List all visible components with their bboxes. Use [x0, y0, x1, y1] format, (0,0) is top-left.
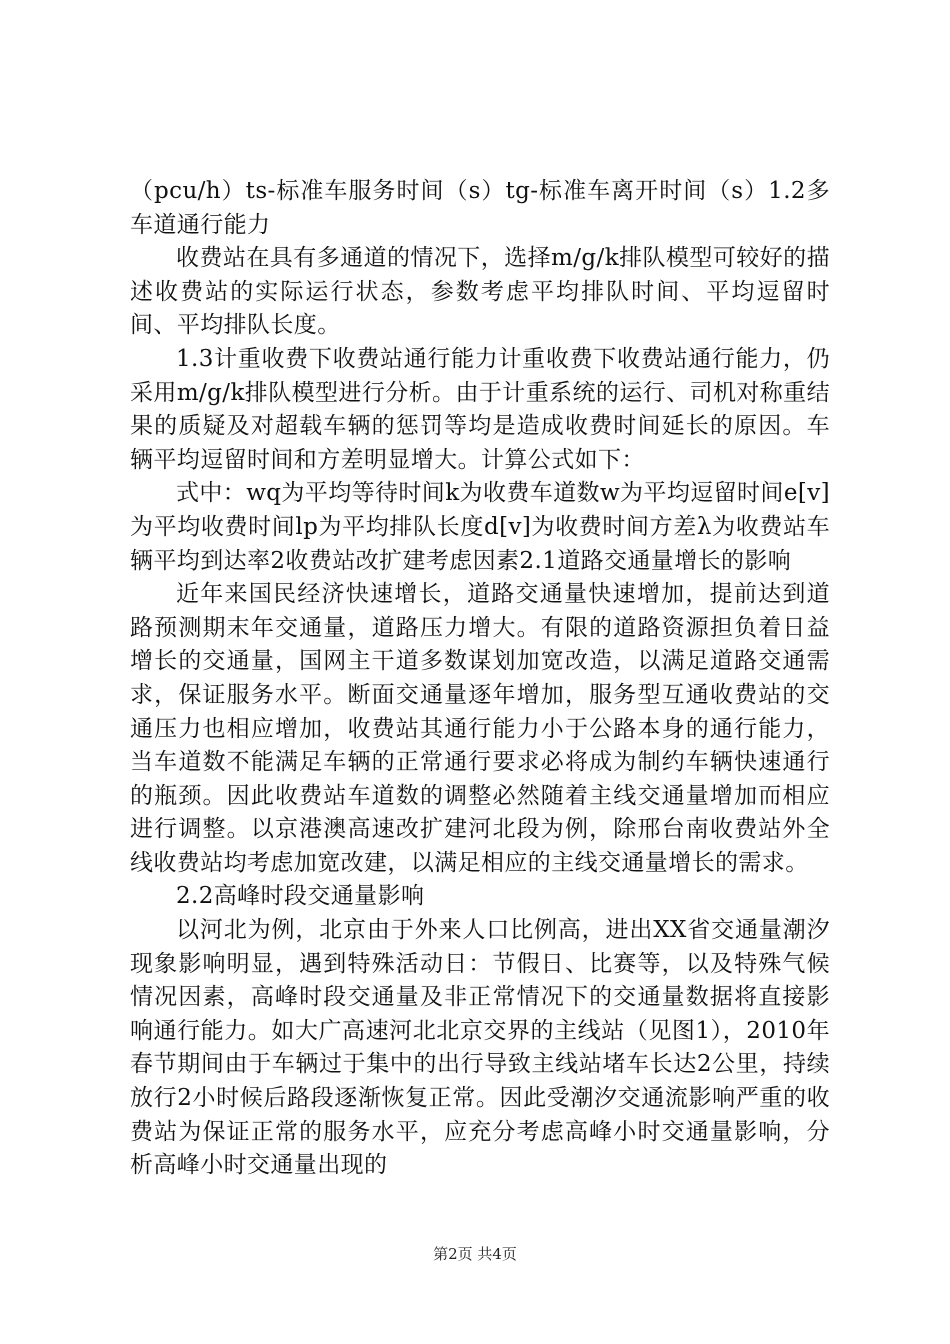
paragraph-multilane-capacity: 收费站在具有多通道的情况下，选择m/g/k排队模型可较好的描述收费站的实际运行状态，参数考虑平均排队时间、平均逗留时间、平均排队长度。 — [130, 245, 830, 339]
paragraph-formula-units: （pcu/h）ts-标准车服务时间（s）tg-标准车离开时间（s）1.2多车道通行能力 — [130, 178, 830, 238]
paragraph-peak-traffic: 以河北为例，北京由于外来人口比例高，进出XX省交通量潮汐现象影响明显，遇到特殊活动日：节假日、比赛等，以及特殊气候情况因素，高峰时段交通量及非正常情况下的交通量数据将直接影响通行能力。如大广高速河北北京交界的主线站（见图1），2010年春节期间由于车辆过于集中的出行导致主线站堵车长达2公里，持续放行2小时候后路段逐渐恢复正常。因此受潮汐交通流影响严重的收费站为保证正常的服务水平，应充分考虑高峰小时交通量影响，分析高峰小时交通量出现的 — [130, 917, 830, 1179]
page-footer — [0, 1244, 950, 1264]
paragraph-formula-variables: 式中：wq为平均等待时间k为收费车道数w为平均逗留时间e[v]为平均收费时间lp为平均排队长度d[v]为收费时间方差λ为收费站车辆平均到达率2收费站改扩建考虑因素2.1道路交通量增长的影响 — [130, 480, 830, 574]
paragraph-weight-toll-capacity: 1.3计重收费下收费站通行能力计重收费下收费站通行能力，仍采用m/g/k排队模型进行分析。由于计重系统的运行、司机对称重结果的质疑及对超载车辆的惩罚等均是造成收费时间延长的原因。车辆平均逗留时间和方差明显增大。计算公式如下： — [130, 345, 830, 473]
paragraph-traffic-growth: 近年来国民经济快速增长，道路交通量快速增加，提前达到道路预测期末年交通量，道路压力增大。有限的道路资源担负着日益增长的交通量，国网主干道多数谋划加宽改造，以满足道路交通需求，保证服务水平。断面交通量逐年增加，服务型互通收费站的交通压力也相应增加，收费站其通行能力小于公路本身的通行能力，当车道数不能满足车辆的正常通行要求必将成为制约车辆快速通行的瓶颈。因此收费站车道数的调整必然随着主线交通量增加而相应进行调整。以京港澳高速改扩建河北段为例，除邢台南收费站外全线收费站均考虑加宽改建，以满足相应的主线交通量增长的需求。 — [130, 581, 830, 876]
body-text — [130, 175, 830, 1183]
section-heading-peak-traffic: 2.2高峰时段交通量影响 — [176, 883, 425, 910]
page-number-label: 第2页 共4页 — [433, 1245, 517, 1263]
